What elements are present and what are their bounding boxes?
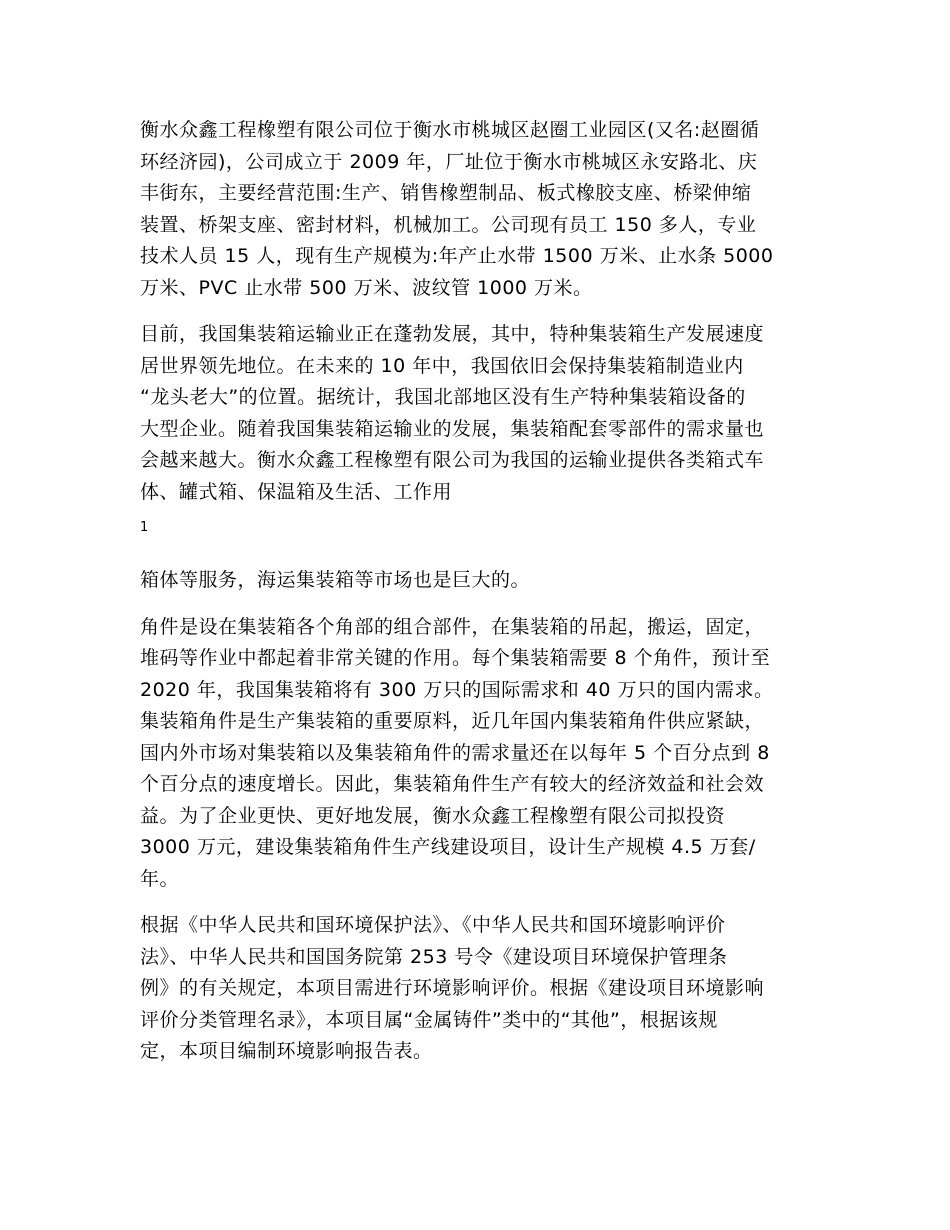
text-line: 3000 万元，建设集装箱角件生产线建设项目，设计生产规模 4.5 万套/ xyxy=(140,836,756,858)
text-line: 角件是设在集装箱各个角部的组合部件，在集装箱的吊起，搬运，固定， xyxy=(140,615,765,638)
paragraph-continuation xyxy=(140,565,812,597)
paragraph-industry-background xyxy=(140,319,812,508)
text-line: 大型企业。随着我国集装箱运输业的发展，集装箱配套零部件的需求量也 xyxy=(140,417,765,440)
text-line: 例》的有关规定，本项目需进行环境影响评价。根据《建设项目环境影响 xyxy=(140,977,765,999)
text-line: 技术人员 15 人，现有生产规模为:年产止水带 1500 万米、止水条 5000 xyxy=(140,245,774,267)
text-line: 年。 xyxy=(140,867,180,890)
text-line: 环经济园)，公司成立于 2009 年，厂址位于衡水市桃城区永安路北、庆 xyxy=(140,150,758,173)
text-line: 2020 年，我国集装箱将有 300 万只的国际需求和 40 万只的国内需求。 xyxy=(140,678,774,701)
text-line: 会越来越大。衡水众鑫工程橡塑有限公司为我国的运输业提供各类箱式车 xyxy=(140,449,765,471)
text-line: 装置、桥架支座、密封材料，机械加工。公司现有员工 150 多人，专业 xyxy=(140,213,757,236)
text-line: 丰街东，主要经营范围:生产、销售橡塑制品、板式橡胶支座、桥梁伸缩 xyxy=(140,182,752,204)
document-page xyxy=(140,115,812,1083)
text-line: 体、罐式箱、保温箱及生活、工作用 xyxy=(140,480,453,503)
text-line: 评价分类管理名录》，本项目属“金属铸件”类中的“其他”，根据该规 xyxy=(140,1008,718,1031)
text-line: 目前，我国集装箱运输业正在蓬勃发展，其中，特种集装箱生产发展速度 xyxy=(140,323,765,345)
text-line: 定，本项目编制环境影响报告表。 xyxy=(140,1040,433,1062)
text-line: “龙头老大”的位置。据统计，我国北部地区没有生产特种集装箱设备的 xyxy=(140,386,746,408)
text-line: 集装箱角件是生产集装箱的重要原料，近几年国内集装箱角件供应紧缺， xyxy=(140,710,765,732)
text-line: 国内外市场对集装箱以及集装箱角件的需求量还在以每年 5 个百分点到 8 xyxy=(140,741,770,764)
text-line: 个百分点的速度增长。因此，集装箱角件生产有较大的经济效益和社会效 xyxy=(140,773,765,795)
paragraph-legal-basis xyxy=(140,910,812,1068)
text-line: 益。为了企业更快、更好地发展，衡水众鑫工程橡塑有限公司拟投资 xyxy=(140,804,726,827)
text-line: 衡水众鑫工程橡塑有限公司位于衡水市桃城区赵圈工业园区(又名:赵圈循 xyxy=(140,119,760,141)
page-number: 1 xyxy=(140,520,149,535)
text-line: 法》、中华人民共和国国务院第 253 号令《建设项目环境保护管理条 xyxy=(140,945,728,968)
text-line: 万米、PVC 止水带 500 万米、波纹管 1000 万米。 xyxy=(140,276,593,299)
text-line: 根据《中华人民共和国环境保护法》、《中华人民共和国环境影响评价 xyxy=(140,914,726,936)
text-line: 箱体等服务，海运集装箱等市场也是巨大的。 xyxy=(140,569,531,591)
text-line: 堆码等作业中都起着非常关键的作用。每个集装箱需要 8 个角件，预计至 xyxy=(140,647,771,669)
paragraph-company-intro xyxy=(140,115,812,304)
text-line: 居世界领先地位。在未来的 10 年中，我国依旧会保持集装箱制造业内 xyxy=(140,354,744,377)
paragraph-corner-fittings xyxy=(140,612,812,896)
